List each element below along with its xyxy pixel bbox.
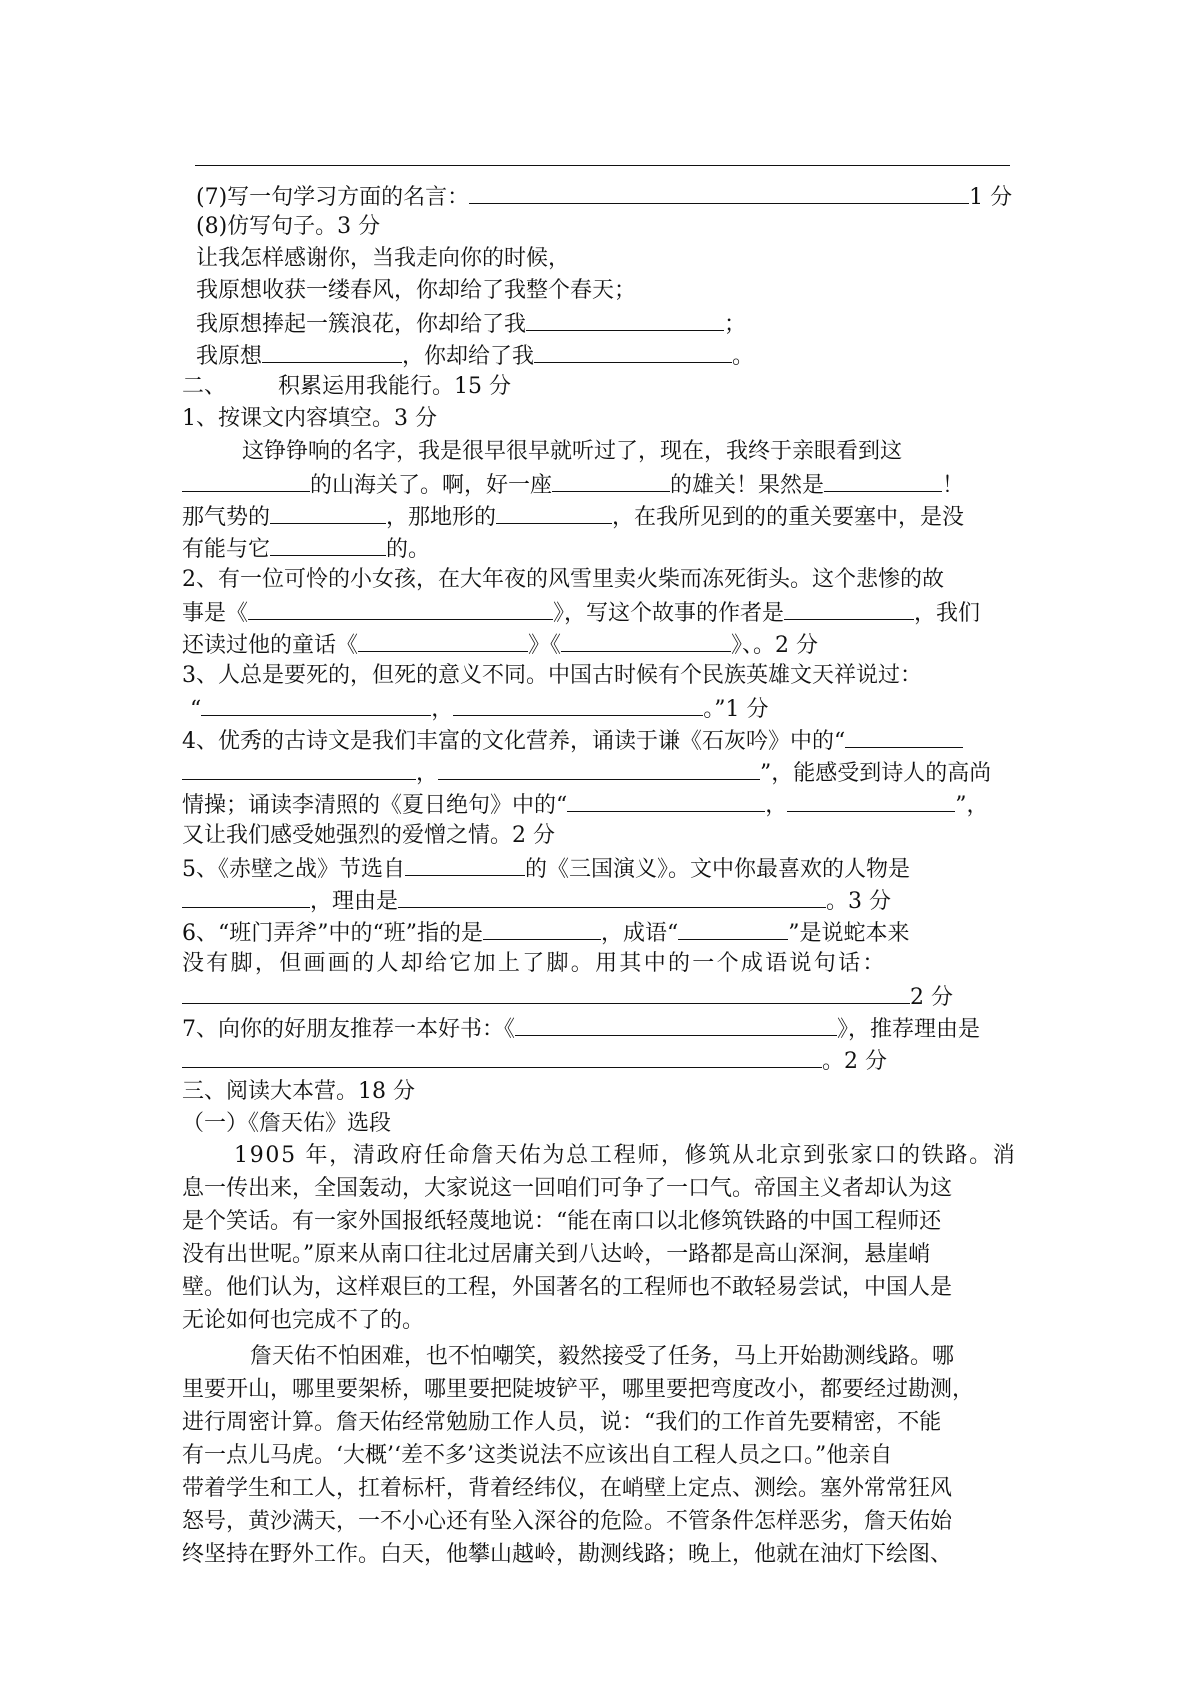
section3-heading: 三、阅读大本营。18 分 bbox=[182, 1079, 415, 1104]
answer-line-top bbox=[195, 165, 1010, 166]
s2q2-line2-end: ，我们 bbox=[914, 601, 981, 626]
s2q4-blank-1b[interactable] bbox=[182, 757, 416, 780]
s2q4-line3-comma: ， bbox=[765, 793, 788, 818]
s2q1-blank-3[interactable] bbox=[824, 469, 942, 492]
q8-line4 bbox=[196, 340, 754, 372]
s2q3-blank-1[interactable] bbox=[201, 693, 431, 716]
s2q1-line2-mid: 的雄关！果然是 bbox=[670, 473, 825, 498]
q8-title: (8)仿写句子。3 分 bbox=[196, 214, 381, 239]
s2q1-title: 1、按课文内容填空。3 分 bbox=[182, 406, 437, 431]
s2q7-blank-book[interactable] bbox=[515, 1013, 837, 1036]
s2q3-line2 bbox=[190, 693, 769, 725]
reading-p2-line4: 有一点儿马虎。‘大概’‘差不多’这类说法不应该出自工程人员之口。”他亲自 bbox=[182, 1443, 893, 1468]
s2q4-blank-4[interactable] bbox=[787, 789, 955, 812]
q8-line4-text: 我原想 bbox=[196, 344, 263, 369]
s2q5-line1-end: 的《三国演义》。文中你最喜欢的人物是 bbox=[525, 857, 911, 882]
q8-blank-1[interactable] bbox=[526, 308, 724, 331]
s2q1-line3-end: ，在我所见到的的重关要塞中，是没 bbox=[612, 505, 965, 530]
s2q1-line2 bbox=[182, 469, 964, 501]
reading-p2-line6: 怒号，黄沙满天，一不小心还有坠入深谷的危险。不管条件怎样恶劣，詹天佑始 bbox=[182, 1509, 953, 1534]
s2q4-line3-end: ”， bbox=[955, 793, 989, 818]
reading-p1-line2: 息一传出来，全国轰动，大家说这一回咱们可争了一口气。帝国主义者却认为这 bbox=[182, 1176, 953, 1201]
s2q6-blank-2[interactable] bbox=[678, 917, 788, 940]
s2q1-line2-text: 的山海关了。啊，好一座 bbox=[310, 473, 553, 498]
s2q4-line2-comma: ， bbox=[416, 761, 439, 786]
section2-title: 积累运用我能行。15 分 bbox=[278, 374, 512, 399]
s2q2-line3-mid: 》《 bbox=[528, 633, 562, 658]
s2q7-line2-score: 。2 分 bbox=[822, 1049, 887, 1074]
s2q5-line1 bbox=[182, 853, 910, 885]
q8-blank-2[interactable] bbox=[262, 340, 402, 363]
reading-p1-line5: 壁。他们认为，这样艰巨的工程，外国著名的工程师也不敢轻易尝试，中国人是 bbox=[182, 1275, 953, 1300]
s2q4-line1 bbox=[182, 725, 963, 757]
s2q7-line2 bbox=[182, 1045, 887, 1077]
reading-subtitle: （一）《詹天佑》选段 bbox=[182, 1111, 392, 1136]
s2q4-line1-text: 4、优秀的古诗文是我们丰富的文化营养，诵读于谦《石灰吟》中的“ bbox=[182, 729, 846, 754]
section2-heading bbox=[182, 372, 511, 402]
s2q2-blank-author[interactable] bbox=[784, 597, 914, 620]
s2q6-line3 bbox=[182, 981, 953, 1013]
section2-number: 二、 bbox=[182, 374, 227, 399]
s2q1-line4-text: 有能与它 bbox=[182, 537, 271, 562]
s2q1-blank-4[interactable] bbox=[270, 501, 386, 524]
reading-p2-line3: 进行周密计算。詹天佑经常勉励工作人员，说：“我们的工作首先要精密，不能 bbox=[182, 1410, 942, 1435]
s2q2-blank-book2[interactable] bbox=[561, 629, 731, 652]
s2q6-line3-score: 2 分 bbox=[910, 985, 953, 1010]
s2q7-blank-reason[interactable] bbox=[182, 1045, 822, 1068]
s2q3-line1: 3、人总是要死的，但死的意义不同。中国古时候有个民族英雄文天祥说过： bbox=[182, 663, 922, 688]
s2q6-line1-end: ”是说蛇本来 bbox=[788, 921, 910, 946]
s2q6-blank-sentence[interactable] bbox=[182, 981, 910, 1004]
q8-line3-end: ； bbox=[724, 312, 747, 337]
q8-line1: 让我怎样感谢你，当我走向你的时候， bbox=[196, 246, 571, 271]
s2q4-line3 bbox=[182, 789, 989, 821]
s2q2-blank-book1[interactable] bbox=[358, 629, 528, 652]
s2q6-line1 bbox=[182, 917, 910, 949]
s2q3-end: 。”1 分 bbox=[703, 697, 769, 722]
s2q4-line3-text: 情操；诵读李清照的《夏日绝句》中的“ bbox=[182, 793, 568, 818]
s2q2-line1: 2、有一位可怜的小女孩，在大年夜的风雪里卖火柴而冻死街头。这个悲惨的故 bbox=[182, 567, 944, 592]
q7-answer-blank[interactable] bbox=[469, 181, 969, 204]
q8-line2: 我原想收获一缕春风，你却给了我整个春天； bbox=[196, 278, 637, 303]
s2q4-line2-end: ”，能感受到诗人的高尚 bbox=[760, 761, 992, 786]
s2q7-line1-text: 7、向你的好朋友推荐一本好书：《 bbox=[182, 1017, 515, 1042]
s2q2-line2-mid: 》，写这个故事的作者是 bbox=[553, 601, 785, 626]
s2q6-line1-text: 6、“班门弄斧”中的“班”指的是 bbox=[182, 921, 483, 946]
q7-text: (7)写一句学习方面的名言： bbox=[196, 185, 470, 210]
s2q2-line3-text: 还读过他的童话《 bbox=[182, 633, 359, 658]
s2q3-comma: ， bbox=[431, 697, 454, 722]
reading-p1-line3: 是个笑话。有一家外国报纸轻蔑地说：“能在南口以北修筑铁路的中国工程师还 bbox=[182, 1209, 942, 1234]
s2q4-blank-3[interactable] bbox=[567, 789, 765, 812]
s2q6-blank-1[interactable] bbox=[483, 917, 601, 940]
s2q1-line4 bbox=[182, 533, 430, 565]
reading-p1-line4: 没有出世呢。”原来从南口往北过居庸关到八达岭，一路都是高山深涧，悬崖峭 bbox=[182, 1242, 931, 1267]
s2q4-line2 bbox=[182, 757, 991, 789]
s2q1-line4-end: 的。 bbox=[386, 537, 431, 562]
q7-line bbox=[196, 181, 1012, 213]
q7-score: 1 分 bbox=[969, 185, 1013, 210]
s2q2-line3 bbox=[182, 629, 818, 661]
reading-p2-line7: 终坚持在野外工作。白天，他攀山越岭，勘测线路；晚上，他就在油灯下绘图、 bbox=[182, 1542, 953, 1567]
s2q5-blank-character[interactable] bbox=[182, 885, 310, 908]
q8-line4-end: 。 bbox=[732, 344, 755, 369]
s2q1-blank-5[interactable] bbox=[496, 501, 612, 524]
s2q4-line4: 又让我们感受她强烈的爱憎之情。2 分 bbox=[182, 823, 555, 848]
s2q4-blank-1a[interactable] bbox=[845, 725, 963, 748]
s2q5-blank-reason[interactable] bbox=[398, 885, 826, 908]
reading-p1-line6: 无论如何也完成不了的。 bbox=[182, 1308, 425, 1333]
s2q6-line2: 没有脚，但画画的人却给它加上了脚。用其中的一个成语说句话： bbox=[182, 951, 887, 976]
s2q6-line1-mid: ，成语“ bbox=[601, 921, 679, 946]
q8-blank-3[interactable] bbox=[534, 340, 732, 363]
reading-p2-line2: 里要开山，哪里要架桥，哪里要把陡坡铲平，哪里要把弯度改小，都要经过勘测， bbox=[182, 1377, 975, 1402]
s2q2-line3-end: 》、。2 分 bbox=[731, 633, 819, 658]
s2q1-blank-1[interactable] bbox=[182, 469, 310, 492]
s2q1-line2-end: ！ bbox=[942, 473, 965, 498]
q8-line3-text: 我原想捧起一簇浪花，你却给了我 bbox=[196, 312, 527, 337]
s2q2-line2-text: 事是《 bbox=[182, 601, 249, 626]
s2q5-line1-text: 5、《赤壁之战》节选自 bbox=[182, 857, 405, 882]
s2q5-blank-author[interactable] bbox=[405, 853, 525, 876]
s2q5-line2-text: ，理由是 bbox=[310, 889, 399, 914]
s2q1-blank-6[interactable] bbox=[270, 533, 386, 556]
reading-p2-line5: 带着学生和工人，扛着标杆，背着经纬仪，在峭壁上定点、测绘。塞外常常狂风 bbox=[182, 1476, 953, 1501]
q8-line4-mid: ，你却给了我 bbox=[402, 344, 535, 369]
s2q4-blank-2[interactable] bbox=[438, 757, 760, 780]
reading-p2-line1: 詹天佑不怕困难，也不怕嘲笑，毅然接受了任务，马上开始勘测线路。哪 bbox=[250, 1344, 955, 1369]
s2q3-blank-2[interactable] bbox=[453, 693, 703, 716]
s2q1-line3-text: 那气势的 bbox=[182, 505, 271, 530]
s2q2-blank-title[interactable] bbox=[248, 597, 553, 620]
s2q5-line2-end: 。3 分 bbox=[826, 889, 892, 914]
s2q1-line1: 这铮铮响的名字，我是很早很早就听过了，现在，我终于亲眼看到这 bbox=[242, 439, 903, 464]
s2q2-line2 bbox=[182, 597, 980, 629]
reading-p1-line1: 1905 年，清政府任命詹天佑为总工程师，修筑从北京到张家口的铁路。消 bbox=[234, 1143, 1017, 1168]
s2q7-line1 bbox=[182, 1013, 980, 1045]
s2q1-line3 bbox=[182, 501, 964, 533]
s2q7-line1-end: 》，推荐理由是 bbox=[837, 1017, 981, 1042]
s2q5-line2 bbox=[182, 885, 891, 917]
s2q1-blank-2[interactable] bbox=[552, 469, 670, 492]
q8-line3 bbox=[196, 308, 746, 340]
s2q3-open-quote: “ bbox=[190, 697, 202, 722]
s2q1-line3-mid: ，那地形的 bbox=[386, 505, 497, 530]
